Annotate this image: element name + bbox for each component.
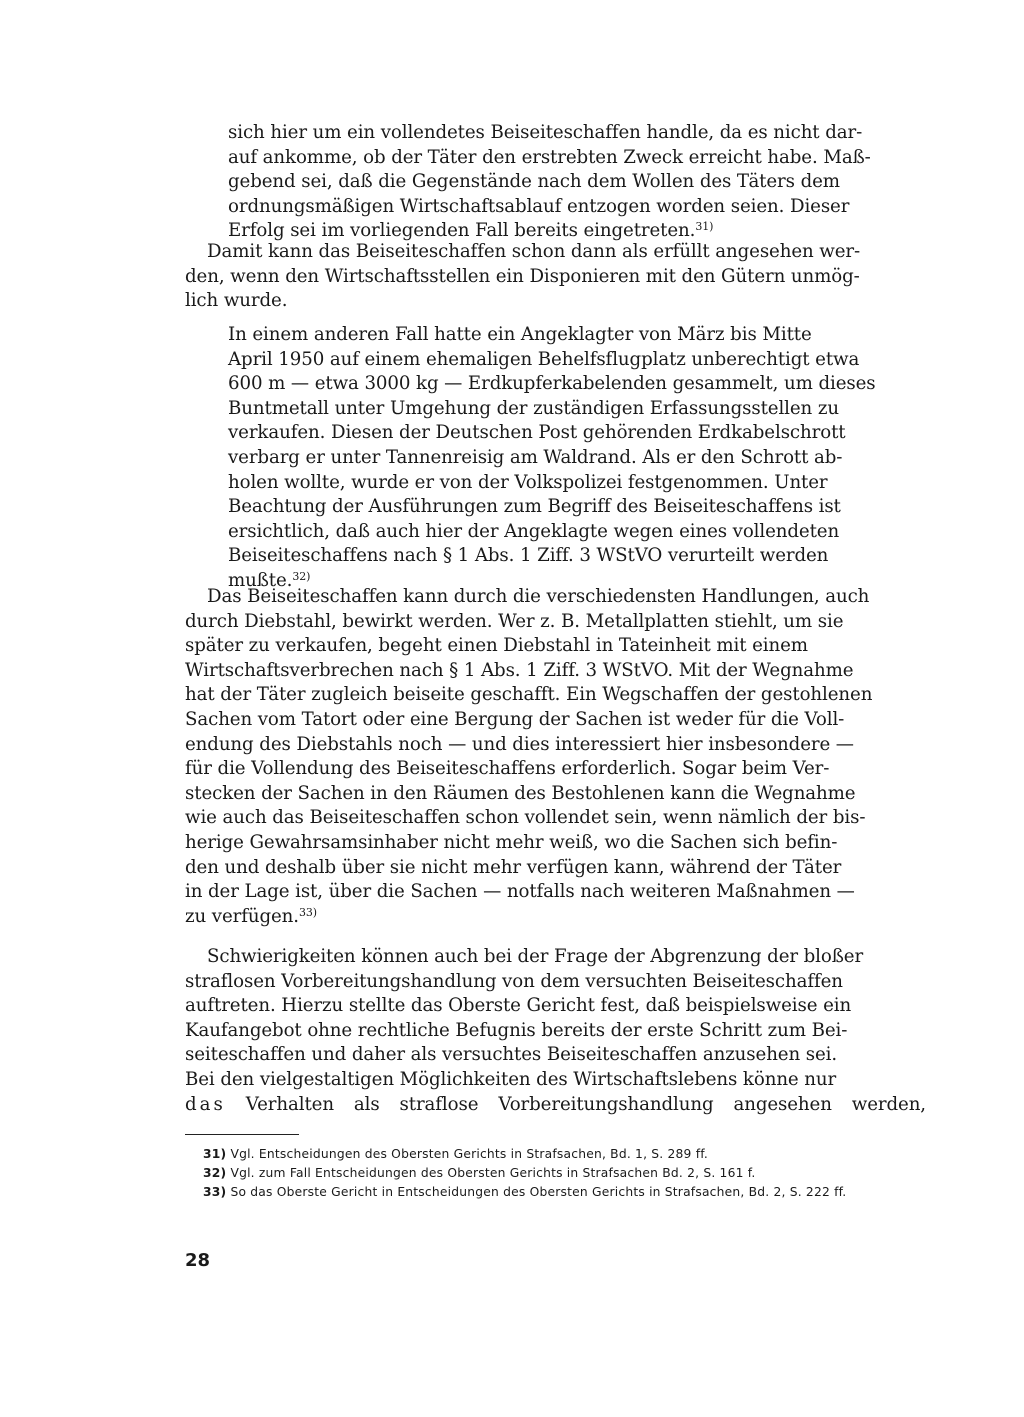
footnote-number: 33) [203, 1185, 227, 1199]
quoted-paragraph-3 [228, 323, 924, 594]
text-line: Damit kann das Beiseiteschaffen schon dann als erfüllt angesehen wer- [207, 241, 861, 262]
text-fragment: zu verfügen. [185, 905, 299, 927]
text-line: Bei den vielgestaltigen Möglichkeiten des Wirtschaftslebens könne nur [185, 1068, 837, 1090]
text-line: Buntmetall unter Umgehung der zuständigen Erfassungsstellen zu [228, 397, 839, 419]
text-line: April 1950 auf einem ehemaligen Behelfsflugplatz unberechtigt etwa [228, 348, 860, 370]
text-line: den und deshalb über sie nicht mehr verfügen kann, während der Täter [185, 856, 842, 878]
text-line: später zu verkaufen, begeht einen Diebstahl in Tateinheit mit einem [185, 635, 808, 657]
emphasized-word: das [185, 1093, 226, 1115]
footnote-text: Vgl. Entscheidungen des Obersten Gerichts in Strafsachen, Bd. 1, S. 289 ff. [230, 1147, 708, 1161]
text-line: seiteschaffen und daher als versuchtes Beiseiteschaffen anzusehen sei. [185, 1044, 838, 1066]
text-line: Kaufangebot ohne rechtliche Befugnis bereits der erste Schritt zum Bei- [185, 1019, 848, 1041]
text-fragment: Verhalten als straflose Vorbereitungshandlung angesehen werden, [225, 1093, 926, 1115]
footnote-separator [185, 1134, 299, 1135]
text-line: verbarg er unter Tannenreisig am Waldrand. Als er den Schrott ab- [228, 446, 843, 468]
footnote-reference: 32) [292, 569, 311, 583]
footnote-number: 31) [203, 1147, 227, 1161]
text-line: sich hier um ein vollendetes Beiseiteschaffen handle, da es nicht dar- [228, 122, 863, 143]
text-line: wie auch das Beiseiteschaffen schon vollendet sein, wenn nämlich der bis- [185, 807, 866, 829]
quoted-paragraph-1 [228, 121, 924, 244]
footnote-text: Vgl. zum Fall Entscheidungen des Obersten Gerichts in Strafsachen Bd. 2, S. 161 f. [230, 1166, 756, 1180]
body-paragraph-2 [185, 240, 926, 314]
footnote-33 [203, 1182, 923, 1202]
body-paragraph-5 [185, 945, 926, 1117]
text-line: Beiseiteschaffens nach § 1 Abs. 1 Ziff. 3 WStVO verurteilt werden [228, 545, 829, 567]
text-line: auf ankomme, ob der Täter den erstrebten Zweck erreicht habe. Maß- [228, 146, 871, 168]
text-line: straflosen Vorbereitungshandlung von dem versuchten Beiseiteschaffen [185, 970, 843, 992]
text-line: Sachen vom Tatort oder eine Bergung der Sachen ist weder für die Voll- [185, 708, 845, 730]
text-fragment: mußte. [228, 569, 293, 591]
text-line: holen wollte, wurde er von der Volkspolizei festgenommen. Unter [228, 471, 828, 493]
text-line: hat der Täter zugleich beiseite geschafft. Ein Wegschaffen der gestohlenen [185, 684, 873, 706]
text-line: 600 m — etwa 3000 kg — Erdkupferkabelenden gesammelt, um dieses [228, 373, 876, 395]
text-line: auftreten. Hierzu stellte das Oberste Gericht fest, daß beispielsweise ein [185, 995, 852, 1017]
footnote-reference: 33) [298, 905, 317, 919]
text-line: herige Gewahrsamsinhaber nicht mehr weiß, wo die Sachen sich befin- [185, 831, 838, 853]
text-line: für die Vollendung des Beiseiteschaffens erforderlich. Sogar beim Ver- [185, 758, 830, 780]
text-line: endung des Diebstahls noch — und dies interessiert hier insbesondere — [185, 733, 854, 755]
text-line: stecken der Sachen in den Räumen des Bestohlenen kann die Wegnahme [185, 782, 856, 804]
body-paragraph-4 [185, 585, 926, 929]
text-line [185, 905, 926, 930]
text-fragment: Erfolg sei im vorliegenden Fall bereits eingetreten. [228, 220, 696, 242]
footnote-reference: 31) [695, 220, 714, 234]
footnote-32 [203, 1163, 923, 1183]
text-line: ordnungsmäßigen Wirtschaftsablauf entzogen worden seien. Dieser [228, 195, 850, 217]
text-line: den, wenn den Wirtschaftsstellen ein Disponieren mit den Gütern unmög- [185, 265, 860, 287]
page-number: 28 [185, 1250, 211, 1271]
footnote-31 [203, 1144, 923, 1164]
text-line: verkaufen. Diesen der Deutschen Post gehörenden Erdkabelschrott [228, 422, 846, 444]
text-line: Schwierigkeiten können auch bei der Frage der Abgrenzung der bloßer [207, 946, 864, 967]
text-line: Das Beiseiteschaffen kann durch die verschiedensten Handlungen, auch [207, 586, 870, 607]
text-line: Wirtschaftsverbrechen nach § 1 Abs. 1 Ziff. 3 WStVO. Mit der Wegnahme [185, 659, 854, 681]
text-line: gebend sei, daß die Gegenstände nach dem Wollen des Täters dem [228, 171, 840, 193]
text-line: durch Diebstahl, bewirkt werden. Wer z. B. Metallplatten stiehlt, um sie [185, 610, 844, 632]
text-line: ersichtlich, daß auch hier der Angeklagte wegen eines vollendeten [228, 520, 840, 542]
text-line: In einem anderen Fall hatte ein Angeklagter von März bis Mitte [228, 324, 812, 345]
footnote-text: So das Oberste Gericht in Entscheidungen des Obersten Gerichts in Strafsachen, Bd. 2, S. 222 ff. [230, 1185, 847, 1199]
text-line [185, 1093, 926, 1118]
text-line: lich wurde. [185, 290, 288, 312]
footnote-number: 32) [203, 1166, 227, 1180]
text-line: Beachtung der Ausführungen zum Begriff des Beiseiteschaffens ist [228, 496, 841, 518]
text-line: in der Lage ist, über die Sachen — notfalls nach weiteren Maßnahmen — [185, 881, 855, 903]
